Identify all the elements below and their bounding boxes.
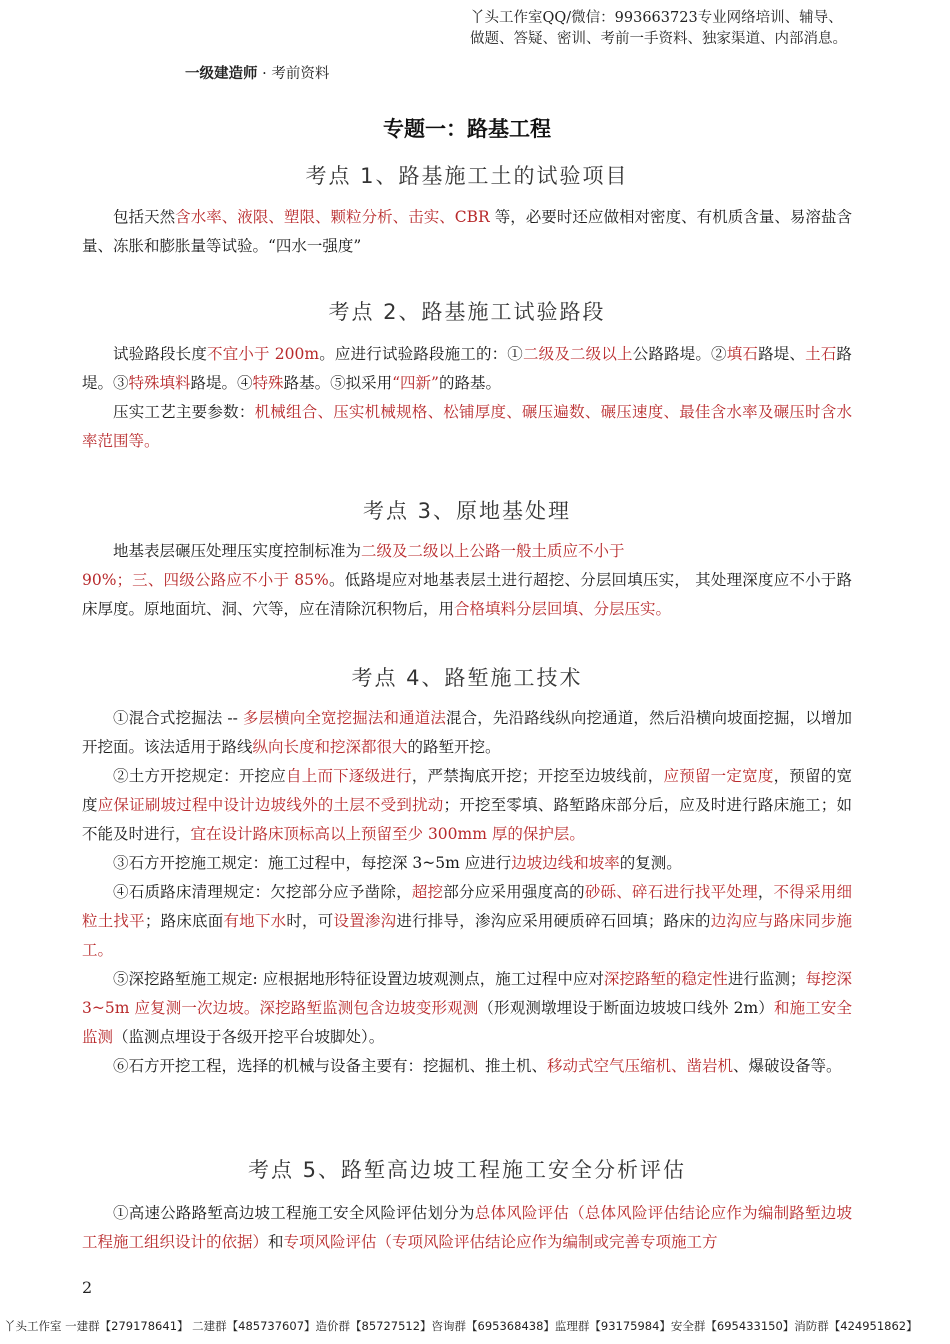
highlight-text: 特殊 [252, 374, 284, 392]
highlight-text: 深挖路堑的稳定性 [603, 970, 728, 988]
section-title: 专题一：路基工程 [383, 116, 551, 141]
header-brand [185, 62, 329, 83]
paragraph [82, 566, 852, 624]
paragraph [82, 1199, 852, 1257]
body-text: 的路堑开挖。 [407, 738, 501, 756]
highlight-text: 有地下水 [223, 912, 287, 930]
highlight-text: 多层横向全宽挖掘法和通道法 [242, 709, 446, 727]
body-text: 的复测。 [619, 854, 682, 872]
body-text: ；路床底面 [144, 912, 224, 930]
point-title-3: 考点 3、原地基处理 [362, 499, 572, 523]
paragraph [82, 340, 852, 398]
highlight-text: 不宜小于 200m [207, 345, 320, 363]
point-body-3 [82, 537, 852, 624]
footer-groups: 丫头工作室 一建群【279178641】 二建群【485737607】造价群【85727512】咨询群【695368438】监理群【93175984】安全群【695433150】消防群【424951862】 [4, 1319, 918, 1333]
paragraph [82, 704, 852, 762]
highlight-text: 移动式空气压缩机、凿岩机 [547, 1057, 734, 1075]
body-text: ， [757, 883, 774, 901]
point-title-2: 考点 2、路基施工试验路段 [328, 300, 606, 324]
highlight-text: 二级及二级以上 [522, 345, 633, 363]
body-text: ①高速公路路堑高边坡工程施工安全风险评估划分为 [113, 1204, 475, 1222]
highlight-text: 应保证刷坡过程中设计边坡线外的土层不受到扰动 [97, 796, 444, 814]
brand-separator: · [262, 66, 267, 82]
highlight-text: 合格填料分层回填、分层压实。 [454, 600, 672, 618]
body-text: 。低路堤应对地基表层土进行超挖、分层回填压实， 其处理深度应不小于路床厚度。原地面坑、洞、穴等，应在清除沉积物后，用 [82, 571, 852, 618]
body-text: 试验路段长度 [113, 345, 208, 363]
body-text: 路基。⑤拟采用 [283, 374, 393, 392]
highlight-text: 超挖 [411, 883, 444, 901]
point-body-5 [82, 1199, 852, 1257]
paragraph [82, 878, 852, 965]
highlight-text: 宜在设计路床顶标高以上预留至少 300mm 厚的保护层。 [190, 825, 585, 843]
point-body-4 [82, 704, 852, 1081]
body-text: 进行排导，渗沟应采用硬质碎石回填；路床的 [396, 912, 711, 930]
body-text: 部分应采用强度高的 [443, 883, 585, 901]
paragraph [82, 965, 852, 1052]
body-text: 路堤。④ [190, 374, 253, 392]
point-body-1 [82, 203, 852, 261]
body-text: 混合，先沿路线纵向挖通道，然后沿横向坡面挖掘，以增加开挖面。该法适用于路线 [82, 709, 852, 756]
highlight-text: 专项风险评估（专项风险评估结论应作为编制或完善专项施工方 [283, 1233, 718, 1251]
highlight-text: 每挖深 3~5m 应复测一次边坡。深挖路堑监测包含边坡变形观测 [82, 970, 852, 1017]
highlight-text: 应预留一定宽度 [663, 767, 774, 785]
highlight-text: 设置渗沟 [333, 912, 397, 930]
body-text: 地基表层碾压处理压实度控制标准为 [113, 542, 362, 560]
body-text: ，预留的宽度 [82, 767, 852, 814]
paragraph [82, 849, 852, 878]
page-number: 2 [82, 1278, 93, 1297]
body-text: 包括天然 [113, 208, 176, 226]
brand-subtitle: 考前资料 [271, 66, 330, 82]
body-text: 压实工艺主要参数： [113, 403, 255, 421]
body-text: （形观测墩埋设于断面边坡坡口线外 2m） [478, 999, 774, 1017]
body-text: 公路路堤。② [632, 345, 727, 363]
highlight-text: 90%；三、四级公路应不小于 85% [82, 571, 329, 589]
body-text: ⑥石方开挖工程，选择的机械与设备主要有：挖掘机、推土机、 [113, 1057, 548, 1075]
paragraph [82, 203, 852, 261]
body-text: 时，可 [286, 912, 334, 930]
brand-title: 一级建造师 [185, 65, 258, 82]
body-text: 、爆破设备等。 [733, 1057, 842, 1075]
body-text: 路堤、 [758, 345, 806, 363]
highlight-text: 填石 [726, 345, 759, 363]
highlight-text: “四新” [392, 374, 439, 392]
paragraph [82, 537, 852, 566]
highlight-text: 总体风险评估（总体风险评估结论应作为编制路堑边坡工程施工组织设计的依据） [82, 1204, 852, 1251]
body-text: 进行监测； [727, 970, 806, 988]
header-contact [470, 8, 930, 50]
highlight-text: 特殊填料 [128, 374, 191, 392]
body-text: ①混合式挖掘法 -- [113, 709, 243, 727]
highlight-text: 纵向长度和挖深都很大 [252, 738, 408, 756]
body-text: ③石方开挖施工规定：施工过程中，每挖深 3~5m 应进行 [113, 854, 512, 872]
highlight-text: 和施工安全监测 [82, 999, 852, 1046]
highlight-text: 土石 [805, 345, 837, 363]
highlight-text: 边沟应与路床同步施工。 [82, 912, 852, 959]
body-text: ②土方开挖规定：开挖应 [113, 767, 286, 785]
highlight-text: 二级及二级以上公路一般土质应不小于 [361, 542, 625, 560]
contact-line-1: 丫头工作室QQ/微信：993663723专业网络培训、辅导、 [470, 10, 843, 26]
highlight-text: 边坡边线和坡率 [511, 854, 620, 872]
body-text: ⑤深挖路堑施工规定: 应根据地形特征设置边坡观测点，施工过程中应对 [113, 970, 604, 988]
contact-line-2: 做题、答疑、密训、考前一手资料、独家渠道、内部消息。 [470, 31, 847, 47]
highlight-text: 不得采用细粒土找平 [82, 883, 852, 930]
body-text: （监测点埋设于各级开挖平台坡脚处）。 [113, 1028, 385, 1046]
highlight-text: 自上而下逐级进行 [286, 767, 412, 785]
body-text: 等，必要时还应做相对密度、有机质含量、易溶盐含量、冻胀和膨胀量等试验。“四水一强度” [82, 208, 852, 255]
point-body-2 [82, 340, 852, 456]
highlight-text: 机械组合、压实机械规格、松铺厚度、碾压遍数、碾压速度、最佳含水率及碾压时含水率范围等。 [82, 403, 852, 450]
body-text: 。应进行试验路段施工的：① [319, 345, 523, 363]
point-title-1: 考点 1、路基施工土的试验项目 [305, 164, 629, 188]
body-text: 的路基。 [438, 374, 501, 392]
paragraph [82, 398, 852, 456]
body-text: ，严禁掏底开挖；开挖至边坡线前， [411, 767, 664, 785]
body-text: 和 [268, 1233, 284, 1251]
paragraph [82, 762, 852, 849]
body-text: 路堤。③ [82, 345, 852, 392]
body-text: ④石质路床清理规定：欠挖部分应予凿除， [113, 883, 412, 901]
paragraph [82, 1052, 852, 1081]
highlight-text: 含水率、液限、塑限、颗粒分析、击实、CBR [175, 208, 490, 226]
point-title-5: 考点 5、路堑高边坡工程施工安全分析评估 [247, 1158, 687, 1182]
point-title-4: 考点 4、路堑施工技术 [351, 666, 583, 690]
body-text: ；开挖至零填、路堑路床部分后，应及时进行路床施工；如不能及时进行， [82, 796, 852, 843]
highlight-text: 砂砾、碎石进行找平处理 [584, 883, 758, 901]
